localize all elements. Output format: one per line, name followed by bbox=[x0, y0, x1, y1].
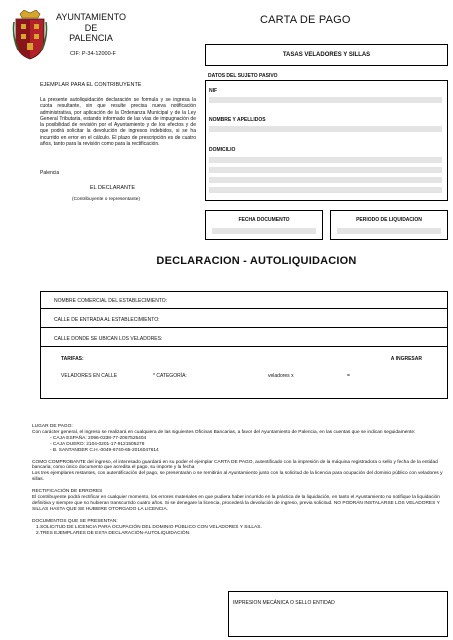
taxpayer-data-box bbox=[205, 80, 448, 201]
payment-info bbox=[32, 424, 447, 537]
remaining-copies-text: Los tres ejemplares restantes, con autentificación del pago, se presentarán o se remitirán al Ayuntamiento junto con la solicitud de la licencia para ocupación del dominio público con veladores y sillas. bbox=[32, 471, 443, 483]
amount-due-label: A INGRESAR bbox=[390, 356, 422, 362]
documents-title: DOCUMENTOS QUE SE PRESENTAN: bbox=[32, 518, 118, 524]
document-item: 2.TRES EJEMPLARES DE ESTA DECLARACIÓN-AUTOLIQUIDACIÓN. bbox=[36, 530, 191, 536]
tax-type-box bbox=[205, 44, 448, 66]
tax-type-label: TASAS VELADORES Y SILLAS bbox=[282, 52, 371, 58]
bank-account: - CAJA ESPAÑA: 2096-0338-77-2067525404 bbox=[50, 435, 147, 441]
municipality-line: AYUNTAMIENTO bbox=[55, 12, 126, 22]
declarant-label: EL DECLARANTE bbox=[90, 185, 136, 191]
document-date-label: FECHA DOCUMENTO bbox=[238, 217, 290, 223]
documents-list bbox=[32, 525, 447, 537]
copy-label: EJEMPLAR PARA EL CONTRIBUYENTE bbox=[40, 82, 142, 88]
address-field-line-4[interactable] bbox=[209, 187, 442, 193]
tables-multiplier-label: veladores x bbox=[268, 373, 294, 379]
name-field[interactable] bbox=[209, 126, 442, 132]
name-label: NOMBRE Y APELLIDOS bbox=[209, 117, 266, 123]
nif-field[interactable] bbox=[209, 97, 442, 103]
bank-stamp-label: IMPRESION MECÁNICA O SELLO ENTIDAD bbox=[233, 600, 335, 606]
place-label: Palencia bbox=[40, 170, 60, 176]
municipality-line: PALENCIA bbox=[69, 33, 113, 43]
address-label: DOMICILIO bbox=[209, 147, 236, 153]
coat-of-arms-icon bbox=[12, 10, 48, 60]
document-item: 1.SOLICITUD DE LICENCIA PARA OCUPACIÓN DEL DOMINIO PÚBLICO CON VELADORES Y SILLAS. bbox=[36, 524, 262, 530]
row-divider bbox=[41, 346, 447, 347]
declaration-title: DECLARACION - AUTOLIQUIDACION bbox=[156, 255, 357, 267]
bank-accounts bbox=[32, 436, 447, 454]
bank-stamp-box bbox=[228, 591, 448, 637]
legal-paragraph: La presente autoliquidación declaración se formula y se ingresa la cuota resultante, sin que resulte precisa nueva notificación administrativa, por aplicación de la Ordenanza Municipal y de la Ley General Tributaria, estando informado de las vías de impugnación de la posibilidad de revisión por el Ayuntamiento y de los efectos y de que podrá solicitar la devolución de ingresos indebidos, si se ha incurrido en error en el cálculo. El plazo de prescripción es de cuatro años, tanto para la revisión como para la rectificación. bbox=[40, 97, 196, 148]
document-date-field[interactable] bbox=[212, 228, 316, 234]
error-correction-text: El contribuyente podrá rectificar en cualquier momento, los errores materiales en que pudiera haber incurrido en la práctica de la liquidación, en tanto el Ayuntamiento no notifique la liquidación definitiva y siempre que no hubieran transcurrido cuatro años. Si se denegare la licencia, procederá la devolución de ingreso, previa solicitud. NO PODRÁN INSTALARSE LOS VELADORES Y SILLAS HASTA QUE SE HUBIERE OTORGADO LA LICENCIA. bbox=[32, 495, 440, 512]
settlement-period-box bbox=[330, 210, 448, 240]
row-divider bbox=[41, 327, 447, 328]
establishment-box bbox=[40, 291, 448, 399]
taxpayer-section-title: DATOS DEL SUJETO PASIVO bbox=[208, 73, 278, 79]
equals-sign: = bbox=[347, 373, 350, 379]
settlement-period-field[interactable] bbox=[337, 228, 441, 234]
category-label: * CATEGORÍA: bbox=[153, 373, 187, 379]
address-field-line-1[interactable] bbox=[209, 157, 442, 163]
rates-label: TARIFAS: bbox=[61, 356, 84, 362]
row-divider bbox=[41, 308, 447, 309]
entrance-street-label: CALLE DE ENTRADA AL ESTABLECIMIENTO: bbox=[54, 317, 160, 323]
error-correction-title: RECTIFICACIÓN DE ERRORES bbox=[32, 489, 103, 495]
address-field-line-2[interactable] bbox=[209, 167, 442, 173]
tables-street-label: CALLE DONDE SE UBICAN LOS VELADORES: bbox=[54, 336, 163, 342]
nif-label: NIF bbox=[209, 88, 218, 94]
declarant-note: (Contribuyente o representante) bbox=[72, 197, 140, 202]
address-field-line-3[interactable] bbox=[209, 177, 442, 183]
commercial-name-label: NOMBRE COMERCIAL DEL ESTABLECIMIENTO: bbox=[54, 298, 168, 304]
municipality-line: DE bbox=[84, 22, 98, 33]
municipality-name bbox=[52, 12, 130, 44]
receipt-proof-text: COMO COMPROBANTE del ingreso, el interesado guardará en su poder el ejemplar CARTA DE PAGO, autentificado con la impresión de la máquina registradora o sello y fecha de la entidad bancaria; como único documento que acredita el pago, su importe y la fecha bbox=[32, 459, 438, 471]
bank-account: - CAJA DUERO: 2104-0201-17-9121505278 bbox=[50, 441, 145, 447]
document-date-box bbox=[205, 210, 323, 240]
cif-number: CIF: P-34-12000-F bbox=[70, 51, 116, 57]
bank-account: - B. SANTANDER C.H.-0049-6740-65-2016047614 bbox=[50, 447, 159, 453]
payment-place-title: LUGAR DE PAGO: bbox=[32, 424, 73, 429]
document-title: CARTA DE PAGO bbox=[260, 14, 351, 26]
settlement-period-label: PERIODO DE LIQUIDACION bbox=[356, 217, 422, 223]
payment-place-intro: Con carácter general, el ingreso se realizará en cualquiera de las siguientes Oficinas Bancarias, a favor del Ayuntamiento de Palencia, en las cuentas que se indican seguidamente: bbox=[32, 429, 416, 435]
tables-in-street-label: VELADORES EN CALLE bbox=[61, 373, 118, 379]
